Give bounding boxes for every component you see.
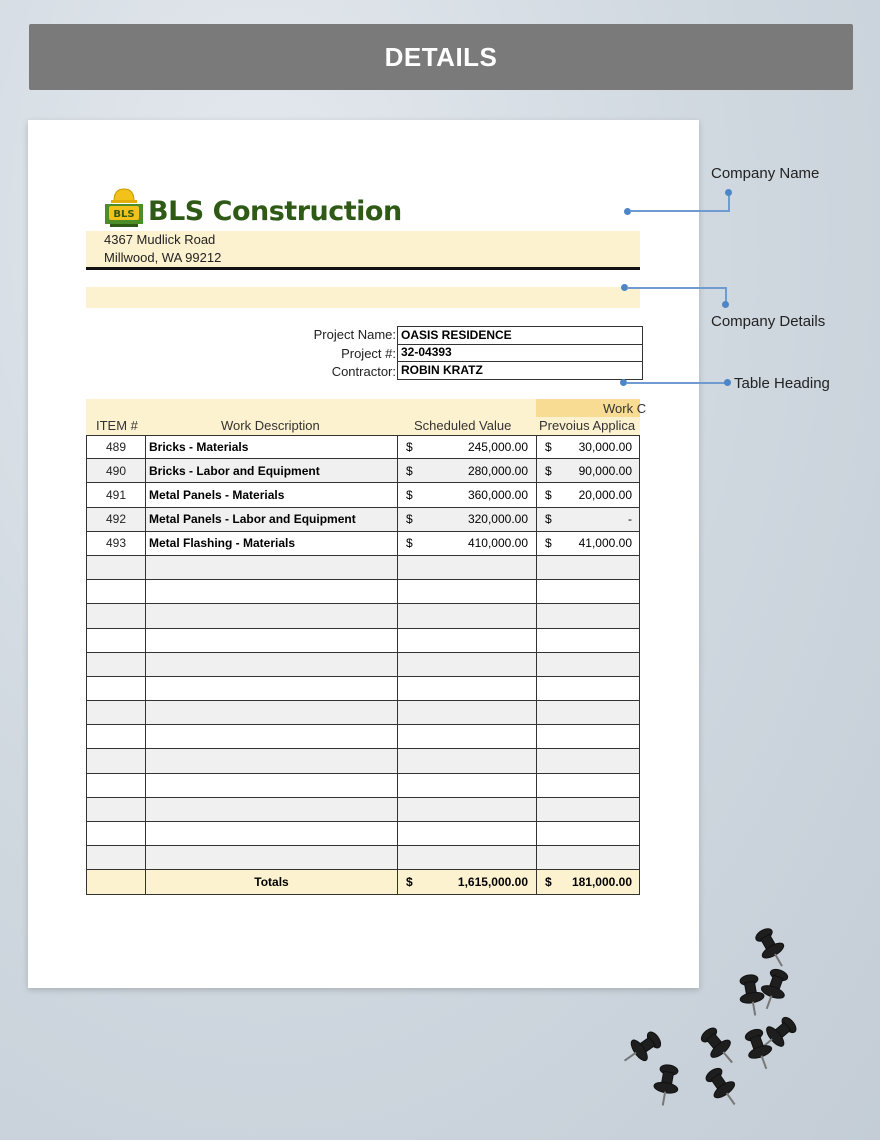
scheduled-cell-text: 280,000.00 (467, 463, 528, 478)
invoice-sheet (28, 120, 699, 988)
description-cell[interactable] (146, 701, 398, 724)
description-cell[interactable] (146, 677, 398, 700)
header-scheduled: Scheduled Value (414, 418, 512, 433)
description-cell[interactable] (146, 629, 398, 652)
currency-symbol: $ (406, 440, 413, 455)
table-row (86, 749, 640, 773)
item-cell-text: 490 (105, 463, 127, 478)
currency-symbol: $ (406, 487, 413, 502)
work-table (86, 435, 640, 895)
currency-symbol: $ (545, 440, 552, 455)
item-cell[interactable] (86, 749, 146, 772)
previous-cell[interactable] (537, 749, 640, 772)
contractor-field[interactable]: ROBIN KRATZ (397, 362, 643, 380)
table-row (86, 604, 640, 628)
description-cell[interactable] (146, 532, 398, 555)
description-cell[interactable] (146, 508, 398, 531)
currency-symbol: $ (406, 874, 413, 889)
scheduled-cell[interactable] (398, 436, 537, 458)
banner-title: DETAILS (384, 41, 498, 72)
description-cell[interactable] (146, 483, 398, 506)
previous-cell-text: - (628, 512, 632, 527)
item-cell[interactable] (86, 436, 146, 458)
scheduled-cell[interactable] (398, 846, 537, 869)
scheduled-cell-text: 360,000.00 (467, 487, 528, 502)
project-number-label: Project #: (341, 346, 396, 361)
previous-cell-text: 20,000.00 (578, 487, 632, 502)
company-name: BLS Construction (148, 196, 402, 227)
currency-symbol: $ (406, 512, 413, 527)
table-row (86, 677, 640, 701)
push-pins-decoration (624, 910, 854, 1110)
totals-previous-cell[interactable] (537, 870, 640, 893)
item-cell-text: 489 (105, 440, 127, 455)
scheduled-cell[interactable] (398, 749, 537, 772)
scheduled-cell[interactable] (398, 604, 537, 627)
project-number-field[interactable]: 32-04393 (397, 344, 643, 362)
table-row (86, 483, 640, 507)
table-row (86, 580, 640, 604)
currency-symbol: $ (545, 874, 552, 889)
table-row (86, 459, 640, 483)
description-cell[interactable] (146, 580, 398, 603)
scheduled-cell[interactable] (398, 798, 537, 821)
scheduled-cell[interactable] (398, 532, 537, 555)
totals-label-cell[interactable] (146, 870, 398, 893)
description-cell-text: Bricks - Labor and Equipment (149, 463, 320, 478)
currency-symbol: $ (545, 512, 552, 527)
table-row (86, 532, 640, 556)
previous-cell[interactable] (537, 725, 640, 748)
table-row (86, 508, 640, 532)
previous-cell[interactable] (537, 653, 640, 676)
header-description: Work Description (221, 418, 320, 433)
annotation-dot-end (722, 301, 729, 308)
table-row (86, 798, 640, 822)
currency-symbol: $ (545, 487, 552, 502)
company-logo (104, 187, 144, 229)
previous-cell[interactable] (537, 822, 640, 845)
item-cell[interactable] (86, 677, 146, 700)
table-row (86, 846, 640, 870)
scheduled-cell[interactable] (398, 653, 537, 676)
item-cell[interactable] (86, 483, 146, 506)
work-group-label: Work C (603, 401, 647, 416)
scheduled-cell[interactable] (398, 629, 537, 652)
annotation-company-name: Company Name (711, 165, 820, 182)
previous-cell[interactable] (537, 532, 640, 555)
totals-label-cell-text: Totals (254, 874, 289, 889)
page-banner (29, 24, 853, 90)
scheduled-cell-text: 410,000.00 (467, 536, 528, 551)
scheduled-cell[interactable] (398, 459, 537, 482)
connector-line (630, 210, 730, 212)
previous-cell[interactable] (537, 580, 640, 603)
previous-cell[interactable] (537, 483, 640, 506)
previous-cell[interactable] (537, 556, 640, 579)
previous-cell[interactable] (537, 436, 640, 458)
annotation-table-heading: Table Heading (734, 375, 830, 392)
table-row (86, 653, 640, 677)
previous-cell[interactable] (537, 508, 640, 531)
annotation-dot-end (724, 379, 731, 386)
description-cell-text: Metal Panels - Materials (149, 487, 285, 502)
totals-scheduled-cell-text: 1,615,000.00 (457, 874, 528, 889)
table-row (86, 822, 640, 846)
description-cell[interactable] (146, 436, 398, 458)
previous-cell[interactable] (537, 459, 640, 482)
scheduled-cell-text: 245,000.00 (467, 440, 528, 455)
item-cell[interactable] (86, 822, 146, 845)
totals-row (86, 870, 640, 894)
currency-symbol: $ (545, 463, 552, 478)
scheduled-cell[interactable] (398, 483, 537, 506)
description-cell[interactable] (146, 604, 398, 627)
scheduled-cell[interactable] (398, 822, 537, 845)
totals-item-cell[interactable] (86, 870, 146, 893)
item-cell[interactable] (86, 459, 146, 482)
company-details-band (86, 287, 640, 308)
item-cell-text: 491 (105, 487, 127, 502)
item-cell[interactable] (86, 604, 146, 627)
address-line-2: Millwood, WA 99212 (104, 250, 222, 265)
scheduled-cell[interactable] (398, 701, 537, 724)
item-cell[interactable] (86, 798, 146, 821)
previous-cell-text: 41,000.00 (578, 536, 632, 551)
description-cell[interactable] (146, 798, 398, 821)
scheduled-cell[interactable] (398, 725, 537, 748)
header-previous: Prevoius Applica (539, 418, 636, 433)
previous-cell[interactable] (537, 701, 640, 724)
totals-scheduled-cell[interactable] (398, 870, 537, 893)
previous-cell[interactable] (537, 846, 640, 869)
item-cell[interactable] (86, 774, 146, 797)
connector-line (626, 382, 728, 384)
currency-symbol: $ (406, 463, 413, 478)
description-cell[interactable] (146, 846, 398, 869)
description-cell[interactable] (146, 774, 398, 797)
description-cell-text: Metal Flashing - Materials (149, 536, 296, 551)
previous-cell[interactable] (537, 774, 640, 797)
item-cell[interactable] (86, 653, 146, 676)
annotation-company-details: Company Details (711, 313, 826, 330)
item-cell[interactable] (86, 725, 146, 748)
scheduled-cell[interactable] (398, 580, 537, 603)
previous-cell-text: 30,000.00 (578, 440, 632, 455)
scheduled-cell[interactable] (398, 677, 537, 700)
project-name-field[interactable]: OASIS RESIDENCE (397, 326, 643, 345)
address-line-1: 4367 Mudlick Road (104, 232, 216, 247)
description-cell[interactable] (146, 459, 398, 482)
item-cell-text: 492 (105, 512, 127, 527)
table-row (86, 725, 640, 749)
currency-symbol: $ (406, 536, 413, 551)
annotation-dot-end (725, 189, 732, 196)
description-cell[interactable] (146, 653, 398, 676)
item-cell[interactable] (86, 701, 146, 724)
project-name-label: Project Name: (313, 327, 396, 342)
totals-previous-cell-text: 181,000.00 (571, 874, 632, 889)
description-cell-text: Metal Panels - Labor and Equipment (149, 512, 356, 527)
item-cell[interactable] (86, 846, 146, 869)
contractor-label: Contractor: (331, 364, 396, 379)
previous-cell[interactable] (537, 604, 640, 627)
item-cell[interactable] (86, 508, 146, 531)
description-cell[interactable] (146, 822, 398, 845)
scheduled-cell[interactable] (398, 556, 537, 579)
table-row (86, 701, 640, 725)
item-cell[interactable] (86, 556, 146, 579)
logo-text: BLS (113, 209, 135, 220)
scheduled-cell[interactable] (398, 508, 537, 531)
previous-cell[interactable] (537, 677, 640, 700)
table-row (86, 774, 640, 798)
description-cell[interactable] (146, 725, 398, 748)
connector-line (627, 287, 727, 289)
description-cell[interactable] (146, 749, 398, 772)
header-divider (86, 267, 640, 270)
item-cell[interactable] (86, 532, 146, 555)
item-cell[interactable] (86, 580, 146, 603)
previous-cell[interactable] (537, 629, 640, 652)
item-cell-text: 493 (105, 536, 127, 551)
previous-cell[interactable] (537, 798, 640, 821)
table-row (86, 556, 640, 580)
table-row (86, 629, 640, 653)
description-cell[interactable] (146, 556, 398, 579)
table-row (86, 435, 640, 459)
previous-cell-text: 90,000.00 (578, 463, 632, 478)
scheduled-cell[interactable] (398, 774, 537, 797)
item-cell[interactable] (86, 629, 146, 652)
header-item: ITEM # (96, 418, 138, 433)
description-cell-text: Bricks - Materials (149, 440, 249, 455)
currency-symbol: $ (545, 536, 552, 551)
scheduled-cell-text: 320,000.00 (467, 512, 528, 527)
